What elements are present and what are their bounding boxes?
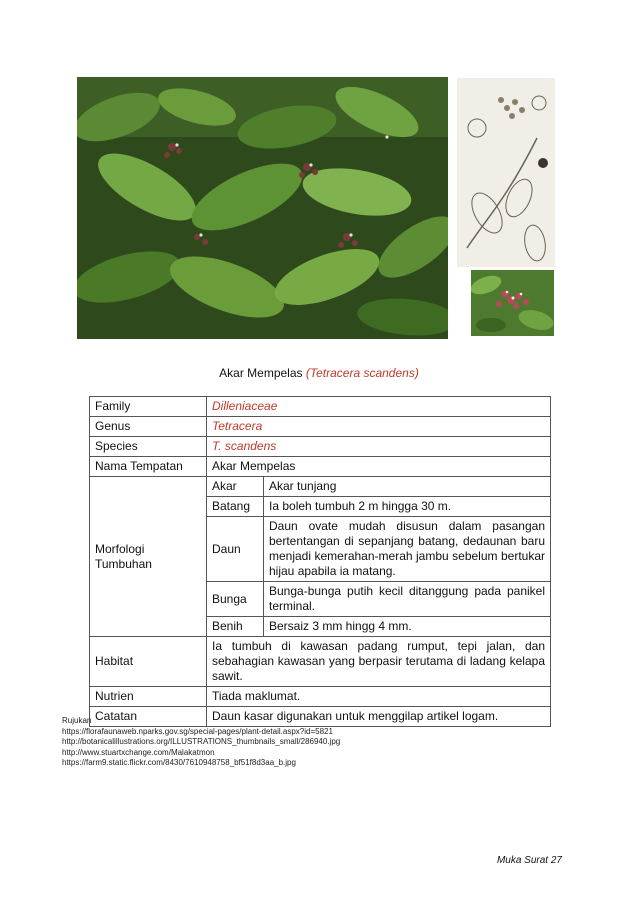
notes-label: Catatan (90, 707, 207, 727)
morph-row-stem (207, 497, 550, 517)
botanical-illustration (457, 78, 555, 267)
figure-caption (0, 366, 638, 380)
morph-row-leaf (207, 517, 550, 582)
habitat-value: Ia tumbuh di kawasan padang rumput, tepi jalan, dan sebahagian kawasan yang berpasir terutama di ladang kelapa sawit. (207, 637, 551, 687)
flower-photo (471, 270, 554, 336)
morph-part: Daun (207, 517, 264, 582)
row-species (90, 437, 551, 457)
row-nutrient (90, 687, 551, 707)
family-value: Dilleniaceae (207, 397, 551, 417)
species-label: Species (90, 437, 207, 457)
main-plant-photo (77, 77, 448, 339)
morph-part: Benih (207, 617, 264, 637)
references (62, 716, 340, 769)
morph-row-root (207, 477, 550, 497)
caption-scientific-name: (Tetracera scandens) (305, 366, 419, 380)
species-value: T. scandens (207, 437, 551, 457)
morph-desc: Ia boleh tumbuh 2 m hingga 30 m. (264, 497, 551, 517)
morph-row-seed (207, 617, 550, 637)
row-family (90, 397, 551, 417)
local-name-label: Nama Tempatan (90, 457, 207, 477)
habitat-label: Habitat (90, 637, 207, 687)
reference-link[interactable]: https://florafaunaweb.nparks.gov.sg/special-pages/plant-detail.aspx?id=5821 (62, 726, 333, 736)
morph-part: Bunga (207, 582, 264, 617)
row-local-name (90, 457, 551, 477)
page-number: Muka Surat 27 (496, 855, 562, 866)
row-habitat (90, 637, 551, 687)
morph-desc: Bunga-bunga putih kecil ditanggung pada panikel terminal. (264, 582, 551, 617)
morph-row-flower (207, 582, 550, 617)
morphology-subtable (207, 477, 550, 636)
nutrient-value: Tiada maklumat. (207, 687, 551, 707)
row-genus (90, 417, 551, 437)
caption-common-name: Akar Mempelas (219, 366, 303, 380)
nutrient-label: Nutrien (90, 687, 207, 707)
genus-value: Tetracera (207, 417, 551, 437)
references-title: Rujukan (62, 716, 92, 725)
morph-desc: Akar tunjang (264, 477, 551, 497)
plant-info-table (89, 396, 551, 727)
genus-label: Genus (90, 417, 207, 437)
morphology-label: Morfologi Tumbuhan (90, 477, 207, 637)
morph-part: Batang (207, 497, 264, 517)
reference-link[interactable]: http://www.stuartxchange.com/Malakatmon (62, 747, 215, 757)
reference-link[interactable]: https://farm9.static.flickr.com/8430/7610948758_bf51f8d3aa_b.jpg (62, 758, 296, 767)
row-morphology (90, 477, 551, 637)
morph-desc: Bersaiz 3 mm hingg 4 mm. (264, 617, 551, 637)
morph-part: Akar (207, 477, 264, 497)
notes-value: Daun kasar digunakan untuk menggilap artikel logam. (207, 707, 551, 727)
local-name-value: Akar Mempelas (207, 457, 551, 477)
family-label: Family (90, 397, 207, 417)
morph-desc: Daun ovate mudah disusun dalam pasangan bertentangan di sepanjang batang, dedaunan baru menjadi kemerahan-merah jambu sebelum bertukar hijau apabila ia matang. (264, 517, 551, 582)
reference-link[interactable]: http://botanicalillustrations.org/ILLUSTRATIONS_thumbnails_small/286940.jpg (62, 737, 341, 746)
